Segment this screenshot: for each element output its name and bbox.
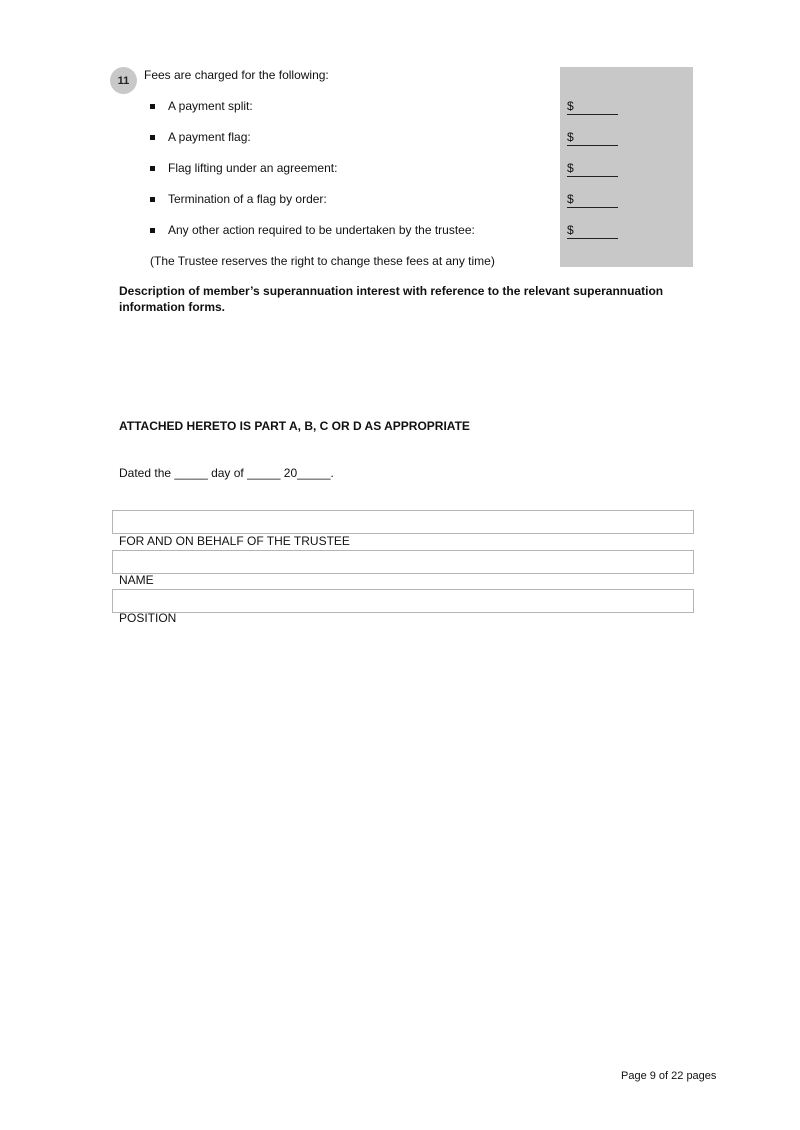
name-field[interactable]	[112, 550, 694, 574]
description-heading: Description of member’s superannuation interest with reference to the relevant superannuation information forms.	[119, 284, 664, 314]
bullet-icon	[150, 166, 155, 171]
currency-symbol: $	[567, 192, 574, 206]
fee-item-label: Flag lifting under an agreement:	[168, 161, 338, 175]
bullet-icon	[150, 228, 155, 233]
section-number: 11	[117, 74, 130, 87]
fee-amount-payment-split[interactable]	[567, 99, 618, 115]
currency-symbol: $	[567, 223, 574, 237]
section-number-badge	[110, 67, 137, 94]
fee-item-flag-termination	[150, 192, 327, 206]
trustee-signature-label: FOR AND ON BEHALF OF THE TRUSTEE	[119, 534, 350, 548]
position-field[interactable]	[112, 589, 694, 613]
fees-intro: Fees are charged for the following:	[144, 68, 329, 82]
fee-item-payment-split	[150, 99, 253, 113]
fee-amount-flag-lifting[interactable]	[567, 161, 618, 177]
fee-amount-payment-flag[interactable]	[567, 130, 618, 146]
fee-amount-other-action[interactable]	[567, 223, 618, 239]
page-number: Page 9 of 22 pages	[621, 1070, 717, 1082]
fee-item-label: A payment flag:	[168, 130, 251, 144]
bullet-icon	[150, 197, 155, 202]
currency-symbol: $	[567, 130, 574, 144]
trustee-signature-field[interactable]	[112, 510, 694, 534]
currency-symbol: $	[567, 161, 574, 175]
dated-line: Dated the _____ day of _____ 20_____.	[119, 466, 334, 480]
name-label: NAME	[119, 573, 154, 587]
currency-symbol: $	[567, 99, 574, 113]
bullet-icon	[150, 104, 155, 109]
fee-item-flag-lifting	[150, 161, 337, 175]
position-label: POSITION	[119, 611, 177, 625]
fee-item-label: Any other action required to be undertaken by the trustee:	[168, 223, 475, 237]
fee-amount-flag-termination[interactable]	[567, 192, 618, 208]
attached-heading: ATTACHED HERETO IS PART A, B, C OR D AS APPROPRIATE	[119, 419, 470, 433]
fee-item-label: Termination of a flag by order:	[168, 192, 327, 206]
fee-item-other-action	[150, 223, 475, 237]
bullet-icon	[150, 135, 155, 140]
fee-item-label: A payment split:	[168, 99, 253, 113]
fee-item-payment-flag	[150, 130, 251, 144]
fees-note: (The Trustee reserves the right to change these fees at any time)	[150, 254, 495, 268]
